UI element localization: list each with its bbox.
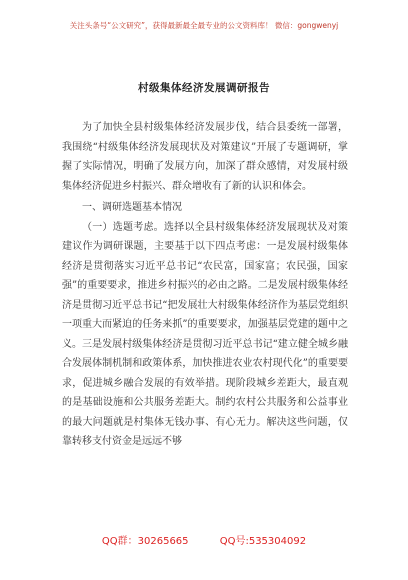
section-heading: 一、调研选题基本情况 (82, 202, 182, 213)
document-body (62, 118, 348, 454)
document-title: 村级集体经济发展调研报告 (138, 82, 270, 94)
qq-number: QQ号:535304092 (219, 536, 307, 547)
section-paragraph: （一）选题考虑。选择以全县村级集体经济发展现状及对策建议作为调研课题，主要基于以下四点考虑：一是发展村级集体经济是贯彻落实习近平总书记“农民富，国家富；农民强，国家强”的重要要求，推进乡村振兴的必由之路。二是发展村级集体经济是贯彻习近平总书记“把发展壮大村级集体经济作为基层党组织一项重大而紧迫的任务来抓”的重要要求，加强基层党建的题中之义。三是发展村级集体经济是贯彻习近平总书记“建立健全城乡融合发展体制机制和政策体系，加快推进农业农村现代化”的重要要求，促进城乡融合发展的有效举措。现阶段城乡差距大，最直观的是基础设施和公共服务差距大。制约农村公共服务和公益事业的最大问题就是村集体无钱办事、有心无力。解决这些问题，仅靠转移支付资金是远远不够 (62, 221, 348, 447)
qq-group: QQ群：30265665 (101, 536, 189, 547)
promo-header: 关注头条号“公文研究”，获得最新最全最专业的公文资料库！ 微信：gongwenyj (69, 21, 339, 30)
intro-paragraph: 为了加快全县村级集体经济发展步伐，结合县委统一部署，我围绕“村级集体经济发展现状及对策建议”开展了专题调研，掌握了实际情况，明确了发展方向，加深了群众感情，对发展村级集体经济促进乡村振兴、群众增收有了新的认识和体会。 (62, 122, 348, 192)
contact-footer (0, 532, 408, 547)
